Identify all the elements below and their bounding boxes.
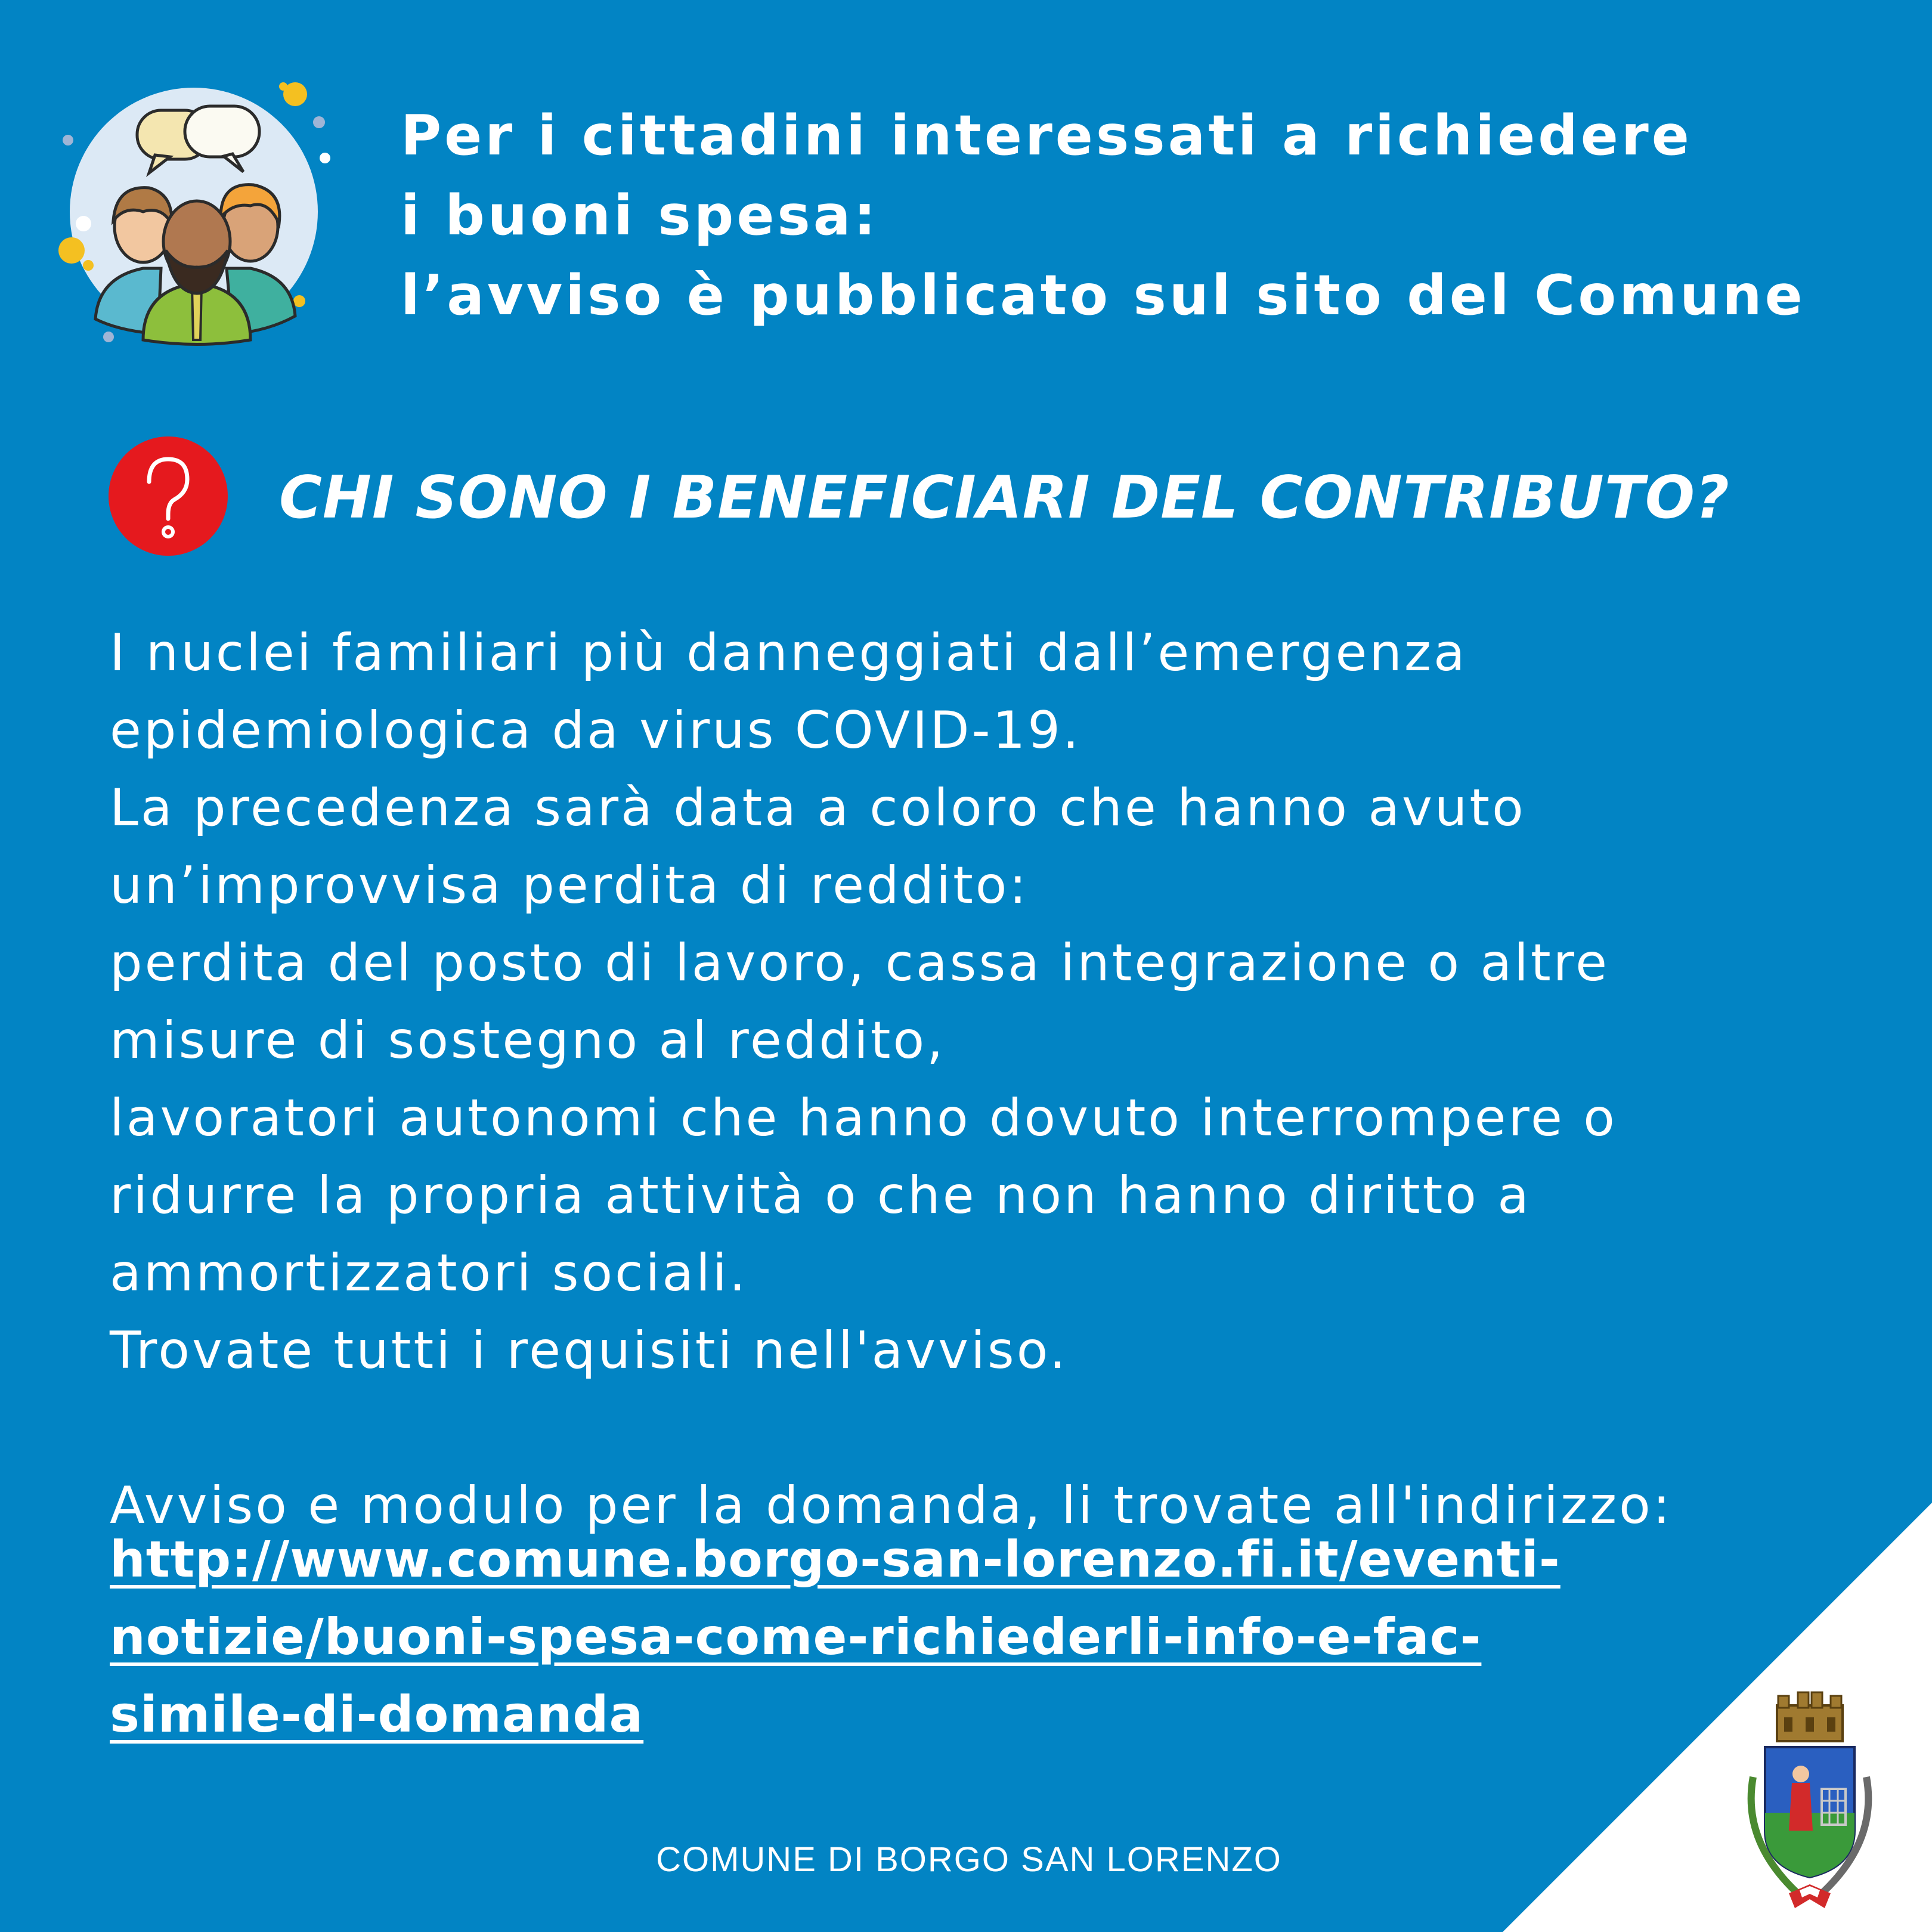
title-line-2: i buoni spesa:: [401, 183, 879, 247]
page-title: [401, 95, 1903, 335]
municipal-crest: [1735, 1688, 1884, 1914]
body-line: epidemiologica da virus COVID-19.: [110, 701, 1082, 760]
body-line: ridurre la propria attività o che non hanno diritto a: [110, 1166, 1531, 1225]
section-title: CHI SONO I BENEFICIARI DEL CONTRIBUTO?: [279, 464, 1730, 532]
body-line: misure di sostegno al reddito,: [110, 1011, 946, 1070]
body-line: La precedenza sarà data a coloro che hanno avuto: [110, 778, 1526, 838]
body-text: [110, 614, 1839, 1544]
link-line[interactable]: simile-di-domanda: [110, 1685, 644, 1744]
body-line: lavoratori autonomi che hanno dovuto interrompere o: [110, 1088, 1617, 1148]
body-line: ammortizzatori sociali.: [110, 1243, 748, 1303]
people-chat-icon: [54, 78, 334, 358]
body-line: un’improvvisa perdita di reddito:: [110, 856, 1029, 915]
link-line[interactable]: http://www.comune.borgo-san-lorenzo.fi.it/eventi-: [110, 1530, 1561, 1589]
question-mark-icon: [107, 435, 229, 557]
body-line: perdita del posto di lavoro, cassa integrazione o altre: [110, 933, 1610, 993]
link-line[interactable]: notizie/buoni-spesa-come-richiederli-info-e-fac-: [110, 1608, 1482, 1666]
body-line: I nuclei familiari più danneggiati dall’emergenza: [110, 623, 1467, 683]
body-line: Trovate tutti i requisiti nell'avviso.: [110, 1321, 1069, 1380]
website-link[interactable]: [110, 1521, 1561, 1753]
title-line-1: Per i cittadini interessati a richiedere: [401, 103, 1692, 168]
footer-label: COMUNE DI BORGO SAN LORENZO: [656, 1840, 1282, 1879]
spacer: [110, 1389, 1839, 1467]
address-intro: Avviso e modulo per la domanda, li trovate all'indirizzo:: [110, 1476, 1673, 1535]
title-line-3: l’avviso è pubblicato sul sito del Comune: [401, 263, 1806, 327]
